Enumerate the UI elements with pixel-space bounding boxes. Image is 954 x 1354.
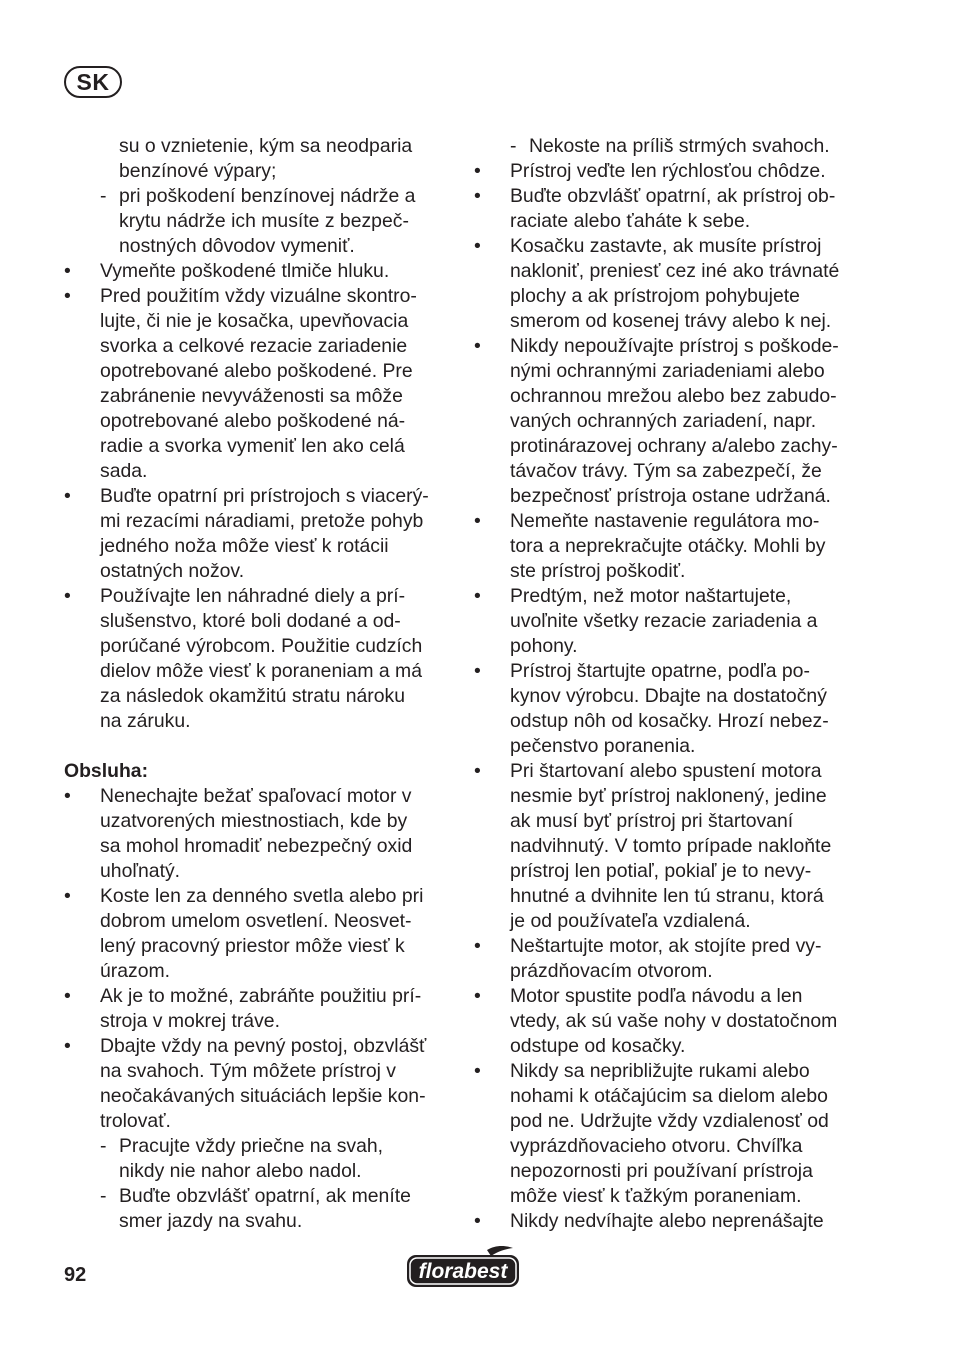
continuation-line: uzatvorených miestnostiach, kde by bbox=[100, 810, 408, 832]
bullet-marker: • bbox=[474, 235, 481, 257]
item-text: Nikdy nepoužívajte prístroj s poškode- bbox=[510, 335, 839, 357]
continuation-line: tora a neprekračujte otáčky. Mohli by bbox=[510, 535, 826, 557]
bullet-item bbox=[474, 509, 874, 534]
dash-marker: - bbox=[100, 1185, 107, 1207]
bullet-marker: • bbox=[64, 785, 71, 807]
continuation-line: svorka a celkové rezacie zariadenie bbox=[100, 335, 408, 357]
continuation-line: môže viesť k ťažkým poraneniam. bbox=[510, 1185, 802, 1207]
item-text: Prístroj veďte len rýchlosťou chôdze. bbox=[510, 160, 826, 182]
continuation-line: raciate alebo ťaháte k sebe. bbox=[510, 210, 751, 232]
continuation-line: odstupe od kosačky. bbox=[510, 1035, 686, 1057]
bullet-marker: • bbox=[64, 260, 71, 282]
item-text: Prístroj štartujte opatrne, podľa po- bbox=[510, 660, 810, 682]
continuation-line: protinárazovej ochrany a/alebo zachy- bbox=[510, 435, 838, 457]
item-text: Neštartujte motor, ak stojíte pred vy- bbox=[510, 935, 822, 957]
continuation-line: na svahoch. Tým môžete prístroj v bbox=[100, 1060, 397, 1082]
item-text: Vymeňte poškodené tlmiče hluku. bbox=[100, 260, 390, 282]
dash-marker: - bbox=[100, 185, 107, 207]
continuation-line: trolovať. bbox=[100, 1110, 171, 1132]
bullet-item bbox=[64, 259, 450, 284]
bullet-marker: • bbox=[474, 335, 481, 357]
logo-leaf-icon bbox=[487, 1246, 513, 1256]
continuation-line: kynov výrobcu. Dbajte na dostatočný bbox=[510, 685, 827, 707]
continuation-line: lený pracovný priestor môže viesť k bbox=[100, 935, 405, 957]
continuation-line: benzínové výpary; bbox=[119, 160, 277, 182]
bullet-item bbox=[474, 759, 874, 784]
continuation-line: zabránenie nevyváženosti sa môže bbox=[100, 385, 403, 407]
bullet-item bbox=[474, 584, 874, 609]
blank-line bbox=[64, 734, 450, 759]
item-text: Koste len za denného svetla alebo pri bbox=[100, 885, 424, 907]
bullet-item bbox=[64, 584, 450, 609]
continuation-line: nohami k otáčajúcim sa dielom alebo bbox=[510, 1085, 828, 1107]
item-text: Buďte opatrní pri prístrojoch s viacerý- bbox=[100, 485, 429, 507]
continuation-line: úrazom. bbox=[100, 960, 171, 982]
dash-marker: - bbox=[510, 135, 517, 157]
continuation-line: lujte, či nie je kosačka, upevňovacia bbox=[100, 310, 409, 332]
bullet-marker: • bbox=[64, 985, 71, 1007]
bullet-item bbox=[64, 484, 450, 509]
continuation-line: nými ochrannými zariadeniami alebo bbox=[510, 360, 825, 382]
continuation-line: sa mohol hromadiť nebezpečný oxid bbox=[100, 835, 413, 857]
item-text: Motor spustite podľa návodu a len bbox=[510, 985, 803, 1007]
continuation-line: vtedy, ak sú vaše nohy v dostatočnom bbox=[510, 1010, 838, 1032]
continuation-line: prístroj len potiaľ, pokiaľ je to nevy- bbox=[510, 860, 812, 882]
left-column bbox=[64, 134, 450, 1234]
item-text: Ak je to možné, zabráňte použitiu prí- bbox=[100, 985, 422, 1007]
item-text: Nenechajte bežať spaľovací motor v bbox=[100, 785, 412, 807]
section-heading: Obsluha: bbox=[64, 760, 149, 782]
continuation-line: dielov môže viesť k poraneniam a má bbox=[100, 660, 422, 682]
bullet-item bbox=[474, 184, 874, 209]
continuation-line: krytu nádrže ich musíte z bezpeč- bbox=[119, 210, 409, 232]
florabest-logo bbox=[405, 1244, 521, 1290]
item-text: Pri štartovaní alebo spustení motora bbox=[510, 760, 822, 782]
continuation-line: su o vznietenie, kým sa neodparia bbox=[119, 135, 413, 157]
continuation-line: nesmie byť prístroj naklonený, jedine bbox=[510, 785, 827, 807]
bullet-marker: • bbox=[474, 660, 481, 682]
bullet-marker: • bbox=[474, 160, 481, 182]
bullet-item bbox=[64, 984, 450, 1009]
bullet-marker: • bbox=[64, 485, 71, 507]
item-text: Nemeňte nastavenie regulátora mo- bbox=[510, 510, 820, 532]
continuation-line: je od používateľa vzdialená. bbox=[510, 910, 751, 932]
item-text: Nikdy nedvíhajte alebo neprenášajte bbox=[510, 1210, 824, 1232]
right-column bbox=[474, 134, 874, 1234]
dash-item bbox=[474, 134, 874, 159]
item-text: Buďte obzvlášť opatrní, ak meníte bbox=[119, 1185, 411, 1207]
bullet-item bbox=[474, 159, 874, 184]
bullet-item bbox=[474, 1209, 874, 1234]
continuation-line: radie a svorka vymeniť len ako celá bbox=[100, 435, 405, 457]
bullet-marker: • bbox=[474, 185, 481, 207]
bullet-marker: • bbox=[474, 1060, 481, 1082]
continuation-line: pohony. bbox=[510, 635, 578, 657]
continuation-line: vaných ochranných zariadení, napr. bbox=[510, 410, 817, 432]
bullet-item bbox=[474, 984, 874, 1009]
continuation-line: uvoľnite všetky rezacie zariadenia a bbox=[510, 610, 818, 632]
continuation-line: távačov trávy. Tým sa zabezpečí, že bbox=[510, 460, 822, 482]
dash-marker: - bbox=[100, 1135, 107, 1157]
item-text: Používajte len náhradné diely a prí- bbox=[100, 585, 406, 607]
continuation-line: nikdy nie nahor alebo nadol. bbox=[119, 1160, 362, 1182]
continuation-line: mi rezacími náradiami, pretože pohyb bbox=[100, 510, 424, 532]
item-text: Pracujte vždy priečne na svah, bbox=[119, 1135, 384, 1157]
continuation-line: stroja v mokrej tráve. bbox=[100, 1010, 280, 1032]
item-text: Kosačku zastavte, ak musíte prístroj bbox=[510, 235, 822, 257]
bullet-marker: • bbox=[474, 760, 481, 782]
continuation-line: opotrebované alebo poškodené. Pre bbox=[100, 360, 413, 382]
dash-item bbox=[64, 1184, 450, 1209]
continuation-line: bezpečnosť prístroja ostane udržaná. bbox=[510, 485, 831, 507]
bullet-item bbox=[474, 334, 874, 359]
item-text: Nikdy sa nepribližujte rukami alebo bbox=[510, 1060, 810, 1082]
page-number: 92 bbox=[64, 1264, 87, 1286]
continuation-line: neočakávaných situáciách lepšie kon- bbox=[100, 1085, 426, 1107]
dash-item bbox=[64, 184, 450, 209]
bullet-marker: • bbox=[64, 285, 71, 307]
continuation-line: sada. bbox=[100, 460, 148, 482]
bullet-item bbox=[64, 284, 450, 309]
continuation-line: nadvihnutý. V tomto prípade nakloňte bbox=[510, 835, 832, 857]
continuation-line: jedného noža môže viesť k rotácii bbox=[100, 535, 389, 557]
continuation-line: uhoľnatý. bbox=[100, 860, 181, 882]
bullet-item bbox=[64, 1034, 450, 1059]
continuation-line: vyprázdňovacieho otvoru. Chvíľka bbox=[510, 1135, 803, 1157]
bullet-marker: • bbox=[64, 1035, 71, 1057]
bullet-marker: • bbox=[64, 885, 71, 907]
bullet-marker: • bbox=[474, 510, 481, 532]
continuation-line: porúčané výrobcom. Použitie cudzích bbox=[100, 635, 423, 657]
continuation-line: opotrebované alebo poškodené ná- bbox=[100, 410, 406, 432]
bullet-marker: • bbox=[474, 935, 481, 957]
continuation-line: smer jazdy na svahu. bbox=[119, 1210, 303, 1232]
logo-wordmark: florabest bbox=[418, 1260, 508, 1283]
continuation-line: pečenstvo poranenia. bbox=[510, 735, 696, 757]
continuation-line: prázdňovacím otvorom. bbox=[510, 960, 713, 982]
continuation-line: ak musí byť prístroj pri štartovaní bbox=[510, 810, 794, 832]
continuation-line: plochy a ak prístrojom pohybujete bbox=[510, 285, 800, 307]
continuation-line: nostných dôvodov vymeniť. bbox=[119, 235, 355, 257]
continuation-line: nepozornosti pri používaní prístroja bbox=[510, 1160, 813, 1182]
bullet-item bbox=[64, 784, 450, 809]
continuation-line: odstup nôh od kosačky. Hrozí nebez- bbox=[510, 710, 829, 732]
bullet-marker: • bbox=[474, 1210, 481, 1232]
continuation-line: ochrannou mrežou alebo bez zabudo- bbox=[510, 385, 837, 407]
item-text: pri poškodení benzínovej nádrže a bbox=[119, 185, 416, 207]
bullet-item bbox=[474, 659, 874, 684]
bullet-item bbox=[474, 934, 874, 959]
continuation-line: ostatných nožov. bbox=[100, 560, 245, 582]
bullet-marker: • bbox=[64, 585, 71, 607]
bullet-marker: • bbox=[474, 985, 481, 1007]
continuation-line: nakloniť, preniesť cez iné ako trávnaté bbox=[510, 260, 840, 282]
bullet-item bbox=[64, 884, 450, 909]
continuation-line: pod ne. Udržujte vždy vzdialenosť od bbox=[510, 1110, 829, 1132]
bullet-item bbox=[474, 1059, 874, 1084]
item-text: Nekoste na príliš strmých svahoch. bbox=[529, 135, 830, 157]
item-text: Pred použitím vždy vizuálne skontro- bbox=[100, 285, 417, 307]
continuation-line: hnutné a dvihnite len tú stranu, ktorá bbox=[510, 885, 824, 907]
bullet-marker: • bbox=[474, 585, 481, 607]
continuation-line: smerom od kosenej trávy alebo k nej. bbox=[510, 310, 832, 332]
dash-item bbox=[64, 1134, 450, 1159]
continuation-line: na záruku. bbox=[100, 710, 191, 732]
continuation-line: za následok okamžitú stratu nároku bbox=[100, 685, 406, 707]
item-text: Buďte obzvlášť opatrní, ak prístroj ob- bbox=[510, 185, 836, 207]
continuation-line: slušenstvo, ktoré boli dodané a od- bbox=[100, 610, 401, 632]
continuation-line: ste prístroj poškodiť. bbox=[510, 560, 686, 582]
item-text: Predtým, než motor naštartujete, bbox=[510, 585, 792, 607]
language-badge: SK bbox=[64, 66, 122, 98]
continuation-line: dobrom umelom osvetlení. Neosvet- bbox=[100, 910, 412, 932]
bullet-item bbox=[474, 234, 874, 259]
item-text: Dbajte vždy na pevný postoj, obzvlášť bbox=[100, 1035, 427, 1057]
